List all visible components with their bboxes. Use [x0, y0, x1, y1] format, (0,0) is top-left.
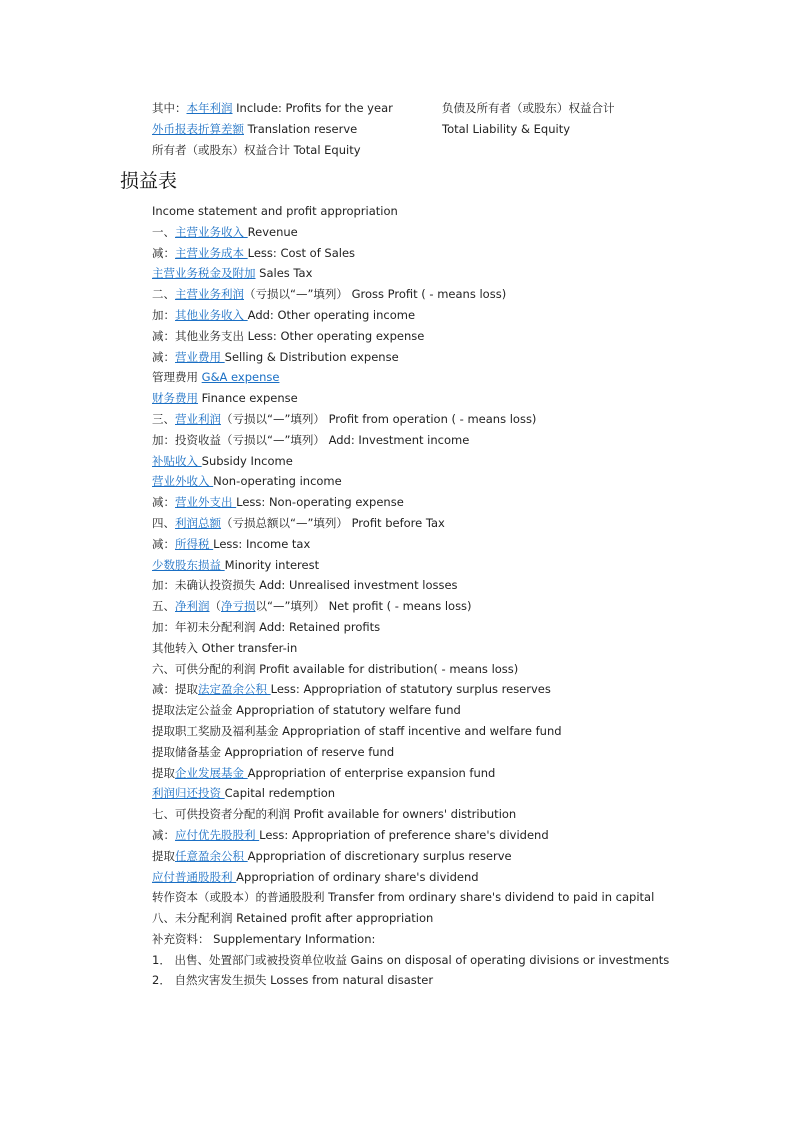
line-text: 减：其他业务支出 Less: Other operating expense: [152, 328, 425, 343]
term-link[interactable]: 主营业务利润: [175, 287, 244, 302]
line-text: 六、可供分配的利润 Profit available for distribution( - means loss): [152, 661, 519, 676]
statement-line: [152, 326, 752, 347]
line-text: 二、: [152, 287, 175, 302]
term-link[interactable]: 应付优先股股利: [175, 827, 260, 842]
statement-line: [152, 243, 752, 264]
statement-line: [152, 887, 752, 908]
statement-line: [152, 575, 752, 596]
term-link[interactable]: 法定盈余公积: [198, 682, 271, 697]
statement-line: [152, 908, 752, 929]
statement-line: [152, 430, 752, 451]
top-row-text-0: [152, 101, 393, 115]
statement-line: [152, 222, 752, 243]
statement-line: [152, 347, 752, 368]
line-text: 2． 自然灾害发生损失 Losses from natural disaster: [152, 973, 434, 988]
line-text: 三、: [152, 411, 175, 426]
term-link[interactable]: 利润归还投资: [152, 786, 225, 801]
statement-line: [152, 388, 752, 409]
term-link[interactable]: 企业发展基金: [175, 765, 248, 780]
line-text: 减：: [152, 495, 175, 510]
line-text: Less: Appropriation of preference share's dividend: [259, 827, 549, 842]
line-text: 减：: [152, 245, 175, 260]
term-link[interactable]: 外币报表折算差额: [152, 122, 244, 136]
term-link[interactable]: 利润总额: [175, 515, 221, 530]
line-text: Less: Cost of Sales: [247, 245, 356, 260]
statement-line: [152, 451, 752, 472]
line-text: Less: Appropriation of statutory surplus reserves: [270, 682, 551, 697]
line-text: （亏损以“—”填列） Gross Profit ( - means loss): [244, 287, 507, 302]
balance-sheet-tail: [152, 98, 712, 161]
statement-line: [152, 679, 752, 700]
statement-line: [152, 617, 752, 638]
statement-line: [152, 970, 752, 991]
term-link[interactable]: 主营业务收入: [175, 224, 248, 239]
income-statement-list: [152, 201, 752, 991]
statement-line: [152, 742, 752, 763]
line-text: Add: Other operating income: [247, 307, 416, 322]
statement-line: [152, 534, 752, 555]
term-link[interactable]: 营业外收入: [152, 474, 214, 489]
line-text: Appropriation of ordinary share's dividend: [236, 869, 479, 884]
top-row-text-2: [152, 143, 361, 157]
statement-line: [152, 929, 752, 950]
line-text: Appropriation of enterprise expansion fund: [247, 765, 496, 780]
statement-line: [152, 263, 752, 284]
term-link[interactable]: 所得税: [175, 536, 214, 551]
term-link[interactable]: 净亏损: [221, 599, 256, 614]
line-text: Translation reserve: [244, 122, 358, 136]
line-text: Subsidy Income: [201, 453, 293, 468]
line-text: 减：: [152, 827, 175, 842]
line-text: Finance expense: [198, 391, 298, 406]
line-text: Appropriation of discretionary surplus reserve: [247, 848, 512, 863]
line-text: 加：投资收益（亏损以“—”填列） Add: Investment income: [152, 432, 470, 447]
line-text: 加：: [152, 307, 175, 322]
line-text: 管理费用: [152, 370, 202, 385]
line-text: Include: Profits for the year: [232, 101, 393, 115]
line-text: 提取: [152, 848, 175, 863]
line-text: 其中：: [152, 101, 187, 115]
statement-line: [152, 492, 752, 513]
statement-line: [152, 409, 752, 430]
line-text: 提取职工奖励及福利基金 Appropriation of staff incentive and welfare fund: [152, 723, 562, 738]
statement-line: [152, 659, 752, 680]
statement-line: [152, 596, 752, 617]
line-text: 所有者（或股东）权益合计 Total Equity: [152, 143, 361, 157]
term-link[interactable]: 营业费用: [175, 349, 225, 364]
statement-line: [152, 555, 752, 576]
term-link[interactable]: 营业利润: [175, 411, 221, 426]
statement-line: [152, 950, 752, 971]
line-text: 加：未确认投资损失 Add: Unrealised investment losses: [152, 578, 458, 593]
line-text: Non-operating income: [213, 474, 342, 489]
line-text: 转作资本（或股本）的普通股股利 Transfer from ordinary share's dividend to paid in capital: [152, 890, 655, 905]
total-liability-equity-cn: 负债及所有者（或股东）权益合计: [442, 101, 615, 115]
statement-line: [152, 513, 752, 534]
line-text: 八、未分配利润 Retained profit after appropriation: [152, 911, 434, 926]
line-text: （亏损总额以“—”填列） Profit before Tax: [221, 515, 445, 530]
term-link[interactable]: 营业外支出: [175, 495, 237, 510]
statement-line: [152, 783, 752, 804]
line-text: 提取法定公益金 Appropriation of statutory welfare fund: [152, 703, 461, 718]
line-text: 以“—”填列） Net profit ( - means loss): [255, 599, 472, 614]
line-text: 一、: [152, 224, 175, 239]
term-link[interactable]: 主营业务税金及附加: [152, 266, 256, 281]
statement-line: [152, 201, 752, 222]
total-liability-equity-en: Total Liability & Equity: [442, 122, 571, 136]
term-link[interactable]: 任意盈余公积: [175, 848, 248, 863]
line-text: 1． 出售、处置部门或被投资单位收益 Gains on disposal of operating divisions or investments: [152, 952, 670, 967]
statement-line: [152, 867, 752, 888]
line-text: Capital redemption: [224, 786, 336, 801]
statement-line: [152, 305, 752, 326]
line-text: 其他转入 Other transfer-in: [152, 640, 298, 655]
term-link[interactable]: 财务费用: [152, 391, 198, 406]
line-text: 减：: [152, 536, 175, 551]
line-text: Revenue: [247, 224, 298, 239]
top-row: [152, 140, 712, 161]
term-link[interactable]: 少数股东损益: [152, 557, 225, 572]
line-text: （: [209, 599, 221, 614]
line-text: Income statement and profit appropriation: [152, 204, 398, 218]
term-link[interactable]: 净利润: [175, 599, 210, 614]
line-text: Less: Income tax: [213, 536, 311, 551]
line-text: Sales Tax: [255, 266, 313, 281]
statement-line: [152, 284, 752, 305]
line-text: 提取储备基金 Appropriation of reserve fund: [152, 744, 395, 759]
term-link[interactable]: 本年利润: [186, 101, 233, 115]
statement-line: [152, 721, 752, 742]
line-text: Minority interest: [224, 557, 320, 572]
line-text: 七、可供投资者分配的利润 Profit available for owners' distribution: [152, 807, 517, 822]
term-link[interactable]: 其他业务收入: [175, 307, 248, 322]
statement-line: [152, 638, 752, 659]
line-text: 加：年初未分配利润 Add: Retained profits: [152, 619, 381, 634]
top-row: [152, 98, 712, 119]
statement-line: [152, 804, 752, 825]
term-link[interactable]: 补贴收入: [152, 453, 202, 468]
line-text: 四、: [152, 515, 175, 530]
term-link[interactable]: 主营业务成本: [175, 245, 248, 260]
statement-line: [152, 471, 752, 492]
statement-line: [152, 825, 752, 846]
term-link[interactable]: 应付普通股股利: [152, 869, 237, 884]
line-text: 减：: [152, 349, 175, 364]
section-title: 损益表: [120, 170, 178, 192]
line-text: （亏损以“—”填列） Profit from operation ( - means loss): [221, 411, 537, 426]
line-text: Selling & Distribution expense: [224, 349, 399, 364]
statement-line: [152, 367, 752, 388]
statement-line: [152, 700, 752, 721]
line-text: Less: Non-operating expense: [236, 495, 404, 510]
statement-line: [152, 763, 752, 784]
top-row-text-1: [152, 122, 357, 136]
top-row: [152, 119, 712, 140]
line-text: 提取: [152, 765, 175, 780]
statement-line: [152, 846, 752, 867]
term-link[interactable]: G&A expense: [201, 370, 280, 385]
line-text: 五、: [152, 599, 175, 614]
line-text: 减：提取: [152, 682, 198, 697]
line-text: 补充资料： Supplementary Information:: [152, 931, 376, 946]
